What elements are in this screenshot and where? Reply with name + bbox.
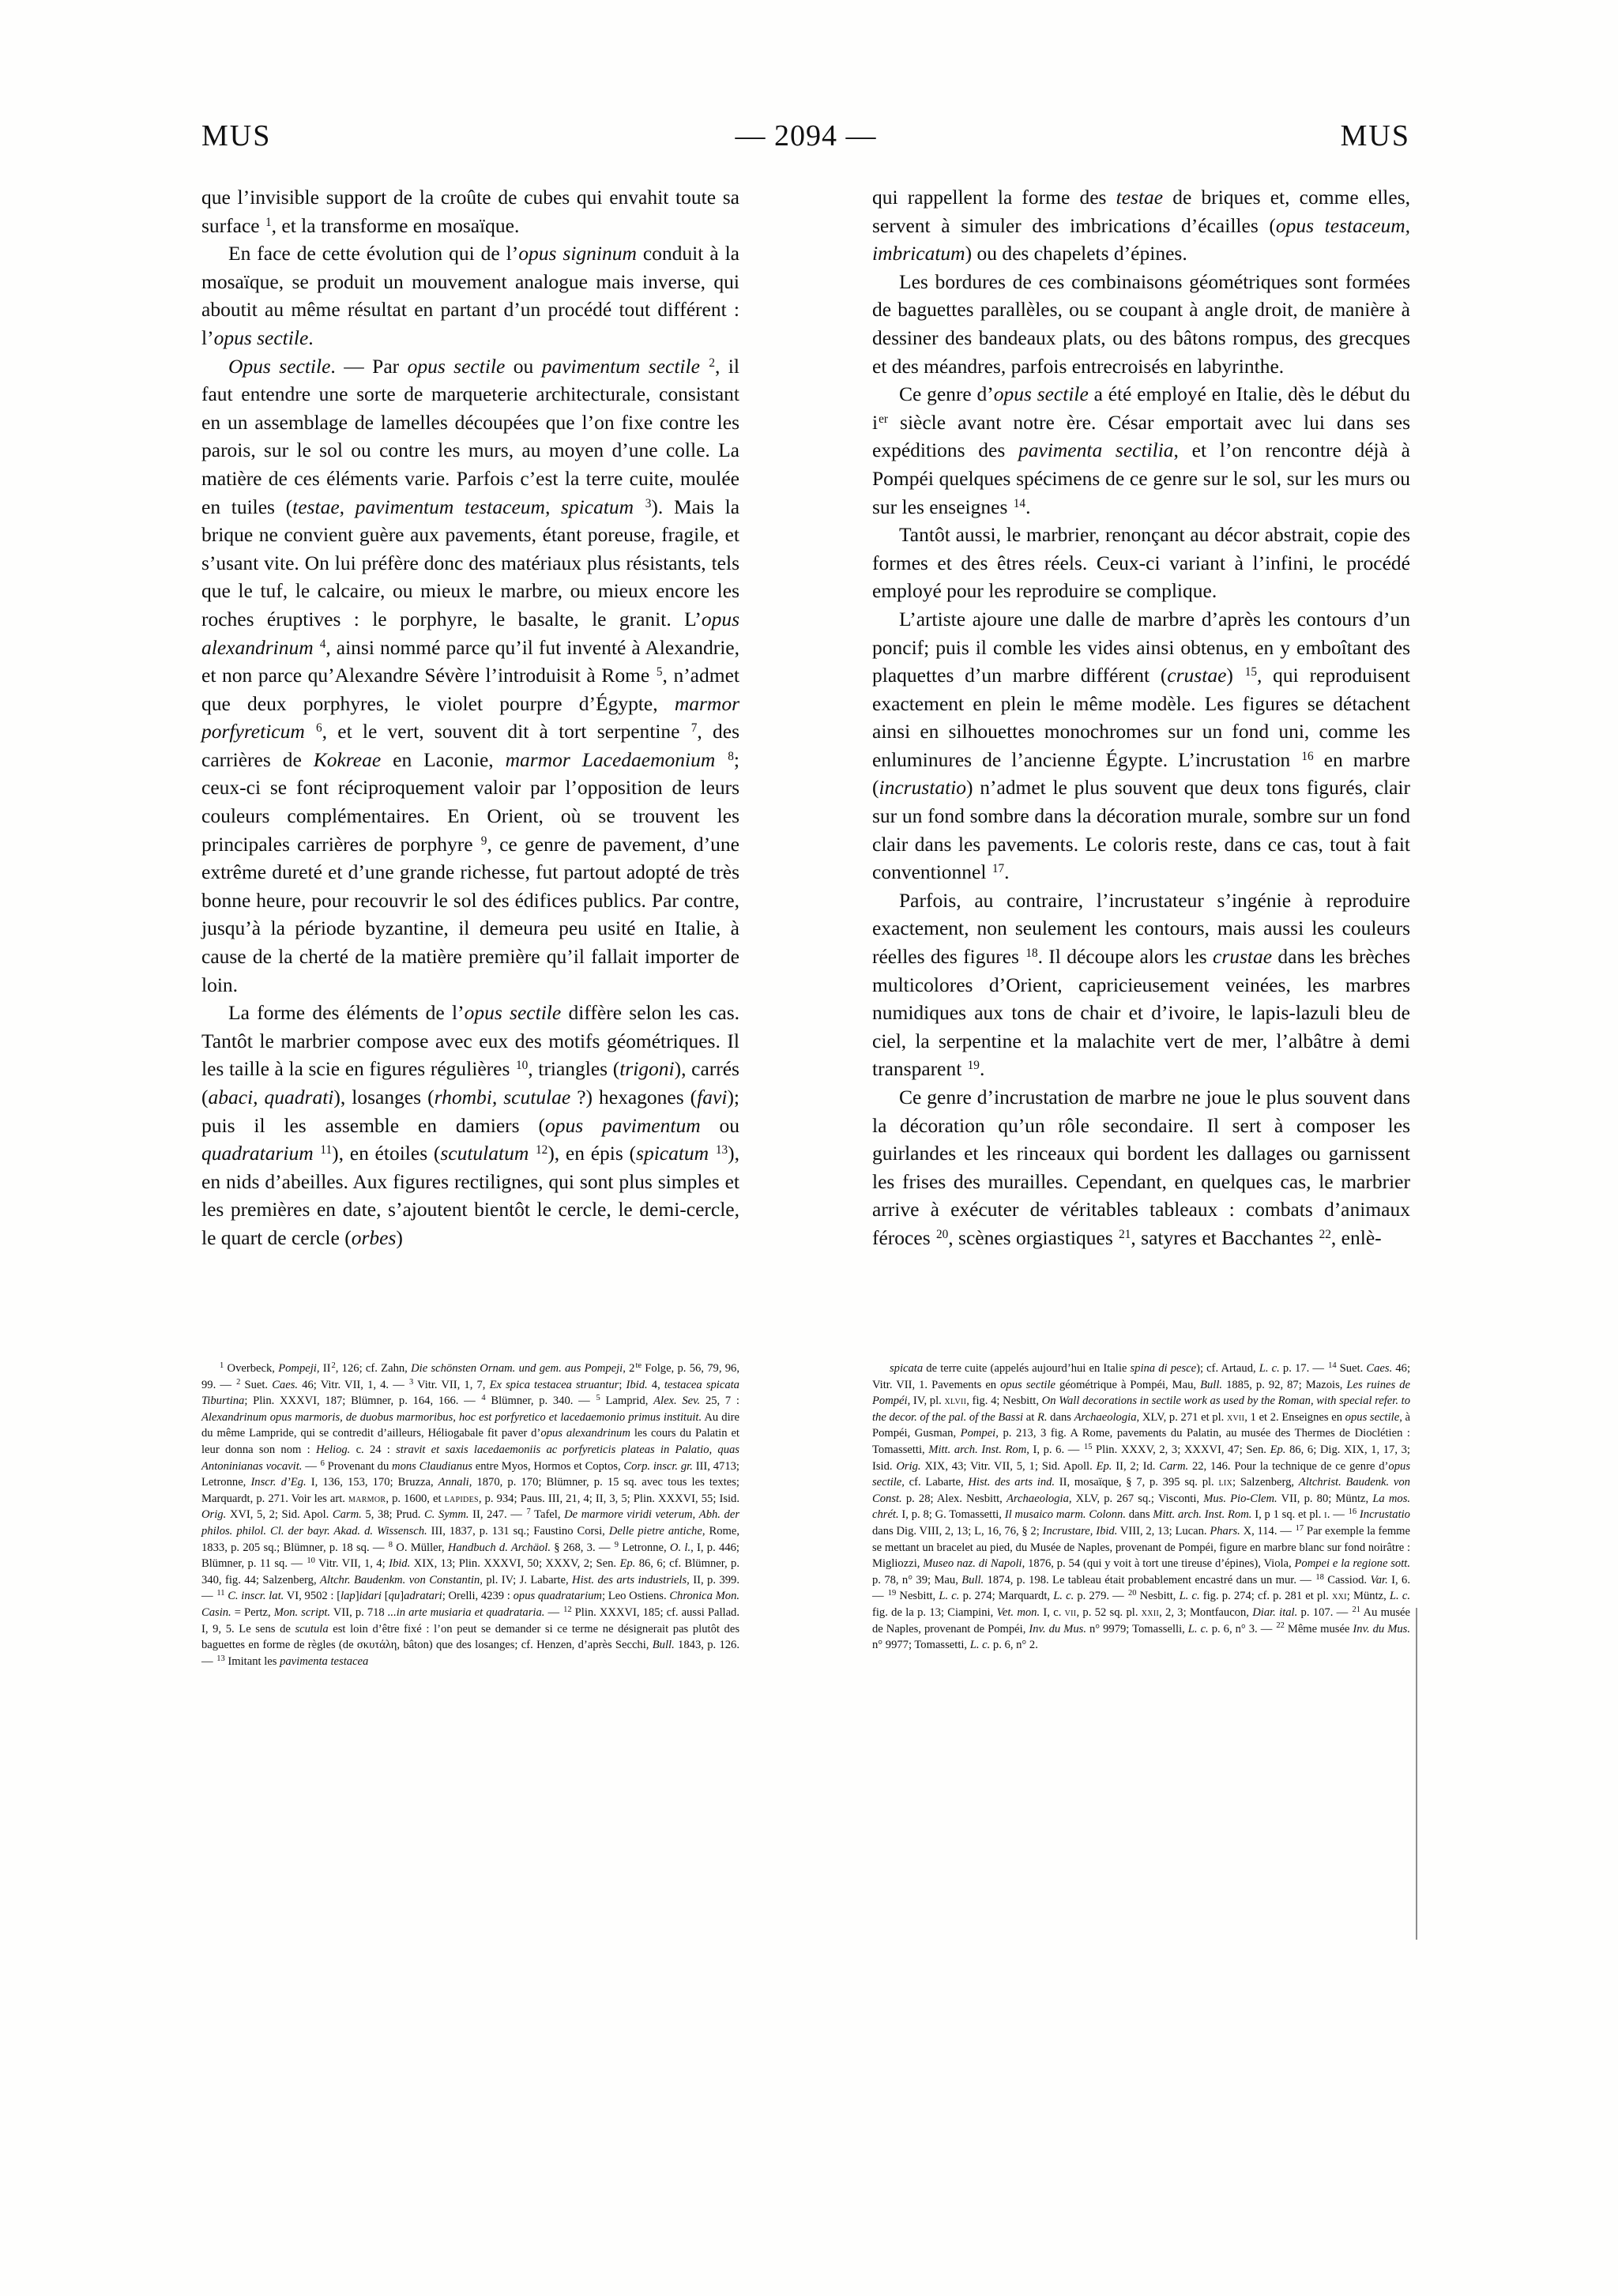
paragraph: Tantôt aussi, le marbrier, renonçant au décor abstrait, copie des formes et des êtres réels. Ceux-ci variant à l’infini, le procédé employé pour les reproduire se complique. bbox=[872, 523, 1410, 603]
paragraph: Parfois, au contraire, l’incrustateur s’ingénie à reproduire exactement, non seulement les contours, mais aussi les couleurs réelles des figures $^{18}$. Il découpe alors les crustae dans les brèches multicolores d’Orient, capricieusement veinées, les marbres numidiques aux tons de chair et d’ivoire, le lapis-lazuli bleu de ciel, la serpentine et la malachite vert de mer, l’albâtre à demi transparent $^{19}$. bbox=[872, 888, 1410, 1081]
page-folio: — 2094 — bbox=[735, 119, 877, 152]
footnote-block: spicata de terre cuite (appelés aujourd’hui en Italie spina di pesce); cf. Artaud, L. c. p. 17. — $^{14}$ Suet. Caes. 46; Vitr. VII, 1. Pavements en opus sectile géométrique à Pompéi, Mau, Bull. 1885, p. 92, 87; Mazois, Les ruines de Pompéi, IV, pl. xlvii, fig. 4; Nesbitt, On Wall decorations in sectile work as used by the Roman, with special refer. to the decor. of the pal. of the Bassi at R. dans Archaeologia, XLV, p. 271 et pl. xvii, 1 et 2. Enseignes en opus sectile, à Pompéi, Gusman, Pompei, p. 213, 3 fig. A Rome, pavements du Palatin, au musée des Thermes de Dioclétien : Tomassetti, Mitt. arch. Inst. Rom, I, p. 6. — $^{15}$ Plin. XXXV, 2, 3; XXXVI, 47; Sen. Ep. 86, 6; Dig. XIX, 1, 17, 3; Isid. Orig. XIX, 43; Vitr. VII, 5, 1; Sid. Apoll. Ep. II, 2; Id. Carm. 22, 146. Pour la technique de ce genre d’opus sectile, cf. Labarte, Hist. des arts ind. II, mosaïque, § 7, p. 395 sq. pl. lix; Salzenberg, Altchrist. Baudenk. von Const. p. 28; Alex. Nesbitt, Archaeologia, XLV, p. 267 sq.; Visconti, Mus. Pio-Clem. VII, p. 80; Müntz, La mos. chrét. I, p. 8; G. Tomassetti, Il musaico marm. Colonn. dans Mitt. arch. Inst. Rom. I, p 1 sq. et pl. i. — $^{16}$ Incrustatio dans Dig. VIII, 2, 13; L, 16, 76, § 2; Incrustare, Ibid. VIII, 2, 13; Lucan. Phars. X, 114. — $^{17}$ Par exemple la femme se mettant un bracelet au pied, du Musée de Naples, provenant de Pompéi, figure en marbre blanc sur fond noirâtre : Migliozzi, Museo naz. di Napoli, 1876, p. 54 (qui y voit à tort une tireuse d’épines), Viola, Pompei e la regione sott. p. 78, n° 39; Mau, Bull. 1874, p. 198. Le tableau était probablement encastré dans un mur. — $^{18}$ Cassiod. Var. I, 6. — $^{19}$ Nesbitt, L. c. p. 274; Marquardt, L. c. p. 279. — $^{20}$ Nesbitt, L. c. fig. p. 274; cf. p. 281 et pl. xxi; Müntz, L. c. fig. de la p. 13; Ciampini, Vet. mon. I, c. vii, p. 52 sq. pl. xxii, 2, 3; Montfaucon, Diar. ital. p. 107. — $^{21}$ Au musée de Naples, provenant de Pompéi, Inv. du Mus. n° 9979; Tomasselli, L. c. p. 6, n° 3. — $^{22}$ Même musée Inv. du Mus. n° 9977; Tomassetti, L. c. p. 6, n° 2. bbox=[872, 1361, 1411, 1652]
footnote-text-right bbox=[872, 1361, 1410, 1654]
footnote-text-left bbox=[201, 1361, 739, 1669]
running-head-right: MUS bbox=[1340, 119, 1410, 152]
paragraph: Les bordures de ces combinaisons géométriques sont formées de baguettes parallèles, ou se coupant à angle droit, de manière à dessiner des bandeaux plats, ou des bâtons rompus, des grecques et des méandres, parfois entrecroisés en labyrinthe. bbox=[872, 269, 1410, 378]
running-head-left: MUS bbox=[201, 119, 272, 152]
paragraph: La forme des éléments de l’opus sectile diffère selon les cas. Tantôt le marbrier compose avec eux des motifs géométriques. Il les taille à la scie en figures régulières $^{10}$, triangles (trigoni), carrés (abaci, quadrati), losanges (rhombi, scutulae ?) hexagones (favi); puis il les assemble en damiers (opus pavimentum ou quadratarium $^{11}$), en étoiles (scutulatum $^{12}$), en épis (spicatum $^{13}$), en nids d’abeilles. Aux figures rectilignes, qui sont plus simples et les premières en date, s’ajoutent bientôt le cercle, le demi-cercle, le quart de cercle (orbes) bbox=[201, 1001, 740, 1249]
paragraph: Opus sectile. — Par opus sectile ou pavimentum sectile $^2$, il faut entendre une sorte de marqueterie architecturale, consistant en un assemblage de lamelles découpées que l’on fixe contre les parois, sur le sol ou contre les murs, au moyen d’une colle. La matière de ces éléments varie. Parfois c’est la terre cuite, moulée en tuiles (testae, pavimentum testaceum, spicatum $^3$). Mais la brique ne convient guère aux pavements, étant poreuse, fragile, et s’usant vite. On lui préfère donc des matériaux plus résistants, tels que le tuf, le calcaire, ou mieux le marbre, ou mieux encore les roches éruptives : le porphyre, le basalte, le granit. L’opus alexandrinum $^4$, ainsi nommé parce qu’il fut inventé à Alexandrie, et non parce qu’Alexandre Sévère l’introduisit à Rome $^5$, n’admet que deux porphyres, le violet pourpre d’Égypte, marmor porfyreticum $^6$, et le vert, souvent dit à tort serpentine $^7$, des carrières de Kokreae en Laconie, marmor Lacedaemonium $^8$; ceux-ci se font réciproquement valoir par l’opposition de leurs couleurs complémentaires. En Orient, où se trouvent les principales carrières de porphyre $^9$, ce genre de pavement, d’une extrême dureté et d’une grande richesse, fut partout adopté de très bonne heure, pour recouvrir le sol des édifices publics. Par contre, jusqu’à la période byzantine, il demeura peu usité en Italie, à cause de la cherté de la matière première qu’il fallait importer de loin. bbox=[201, 354, 740, 996]
paragraph: Ce genre d’opus sectile a été employé en Italie, dès le début du $i^{er}$ siècle avant notre ère. César emportait avec lui dans ses expéditions des pavimenta sectilia, et l’on rencontre déjà à Pompéi quelques spécimens de ce genre sur le sol, sur les murs ou sur les enseignes $^{14}$. bbox=[872, 382, 1410, 518]
footnote-column-left bbox=[201, 1361, 739, 1669]
paragraph: En face de cette évolution qui de l’opus signinum conduit à la mosaïque, se produit un mouvement analogue mais inverse, qui aboutit au même résultat en partant d’un procédé tout différent : l’opus sectile. bbox=[201, 242, 739, 349]
footnote-column-right bbox=[872, 1361, 1410, 1654]
page-edge-rule bbox=[1416, 1608, 1417, 1940]
column-right bbox=[872, 183, 1410, 1252]
column-left bbox=[201, 183, 739, 1252]
paragraph: que l’invisible support de la croûte de cubes qui envahit toute sa surface $^1$, et la transforme en mosaïque. bbox=[201, 186, 739, 237]
footnote-container bbox=[201, 1361, 1410, 1669]
body-text-right bbox=[872, 183, 1410, 1252]
running-head bbox=[201, 119, 1410, 153]
paragraph: L’artiste ajoure une dalle de marbre d’après les contours d’un poncif; puis il comble les vides ainsi obtenus, en y emboîtant des plaquettes d’un marbre différent (crustae) $^{15}$, qui reproduisent exactement en plein le même modèle. Les figures se détachent ainsi en silhouettes monochromes sur un fond uni, comme les enluminures de l’ancienne Égypte. L’incrustation $^{16}$ en marbre (incrustatio) n’admet le plus souvent que deux tons figurés, clair sur un fond sombre dans la décoration murale, sombre sur un fond clair dans les pavements. Le coloris reste, dans ce cas, tout à fait conventionnel $^{17}$. bbox=[872, 607, 1410, 884]
body-text-left bbox=[201, 183, 739, 1252]
column-container bbox=[201, 183, 1410, 1252]
footnote-block: $^1$ Overbeck, Pompeji, $II^2$, 126; cf. Zahn, Die schönsten Ornam. und gem. aus Pompeji, $2^{te}$ Folge, p. 56, 79, 96, 99. — $^2$ Suet. Caes. 46; Vitr. VII, 1, 4. — $^3$ Vitr. VII, 1, 7, Ex spica testacea struantur; Ibid. 4, testacea spicata Tiburtina; Plin. XXXVI, 187; Blümner, p. 164, 166. — $^4$ Blümner, p. 340. — $^5$ Lamprid, Alex. Sev. 25, 7 : Alexandrinum opus marmoris, de duobus marmoribus, hoc est porfyretico et lacedaemonio primus instituit. Au dire du même Lampride, qui se contredit d’ailleurs, Héliogabale fit paver d’opus alexandrinum les cours du Palatin et leur donna son nom : Heliog. c. 24 : stravit et saxis lacedaemoniis ac porfyreticis plateas in Palatio, quas Antoninianas vocavit. — $^6$ Provenant du mons Claudianus entre Myos, Hormos et Coptos, Corp. inscr. gr. III, 4713; Letronne, Inscr. d’Eg. I, 136, 153, 170; Bruzza, Annali, 1870, p. 170; Blümner, p. 15 sq. avec tous les textes; Marquardt, p. 271. Voir les art. marmor, p. 1600, et lapides, p. 934; Paus. III, 21, 4; II, 3, 5; Plin. XXXVI, 55; Isid. Orig. XVI, 5, 2; Sid. Apol. Carm. 5, 38; Prud. C. Symm. II, 247. — $^7$ Tafel, De marmore viridi veterum, Abh. der philos. philol. Cl. der bayr. Akad. d. Wissensch. III, 1837, p. 131 sq.; Faustino Corsi, Delle pietre antiche, Rome, 1833, p. 205 sq.; Blümner, p. 18 sq. — $^8$ O. Müller, Handbuch d. Archäol. § 268, 3. — $^9$ Letronne, O. l., I, p. 446; Blümner, p. 11 sq. — $^{10}$ Vitr. VII, 1, 4; Ibid. XIX, 13; Plin. XXXVI, 50; XXXV, 2; Sen. Ep. 86, 6; cf. Blümner, p. 340, fig. 44; Salzenberg, Altchr. Baudenkm. von Constantin, pl. IV; J. Labarte, Hist. des arts industriels, II, p. 399. — $^{11}$ C. inscr. lat. VI, 9502 : [lap]idari [qu]adratari; Orelli, 4239 : opus quadratarium; Leo Ostiens. Chronica Mon. Casin. = Pertz, Mon. script. VII, p. 718 ...in arte musiaria et quadrataria. — $^{12}$ Plin. XXXVI, 185; cf. aussi Pallad. I, 9, 5. Le sens de scutula est loin d’être fixé : l’on peut se demander si ce terme ne désignerait pas plutôt des baguettes en forme de règles (de σκυτάλη, bâton) que des losanges; cf. Henzen, d’après Secchi, Bull. 1843, p. 126. — $^{13}$ Imitant les pavimenta testacea bbox=[201, 1361, 740, 1668]
paragraph: qui rappellent la forme des testae de briques et, comme elles, servent à simuler des imbrications d’écailles (opus testaceum, imbricatum) ou des chapelets d’épines. bbox=[872, 186, 1410, 265]
paragraph: Ce genre d’incrustation de marbre ne joue le plus souvent dans la décoration qu’un rôle secondaire. Il sert à composer les guirlandes et les rinceaux qui bordent les dallages ou garnissent les frises des murailles. Cependant, en quelques cas, le marbrier arrive à exécuter de véritables tableaux : combats d’animaux féroces $^{20}$, scènes orgiastiques $^{21}$, satyres et Bacchantes $^{22}$, enlè- bbox=[872, 1086, 1410, 1249]
